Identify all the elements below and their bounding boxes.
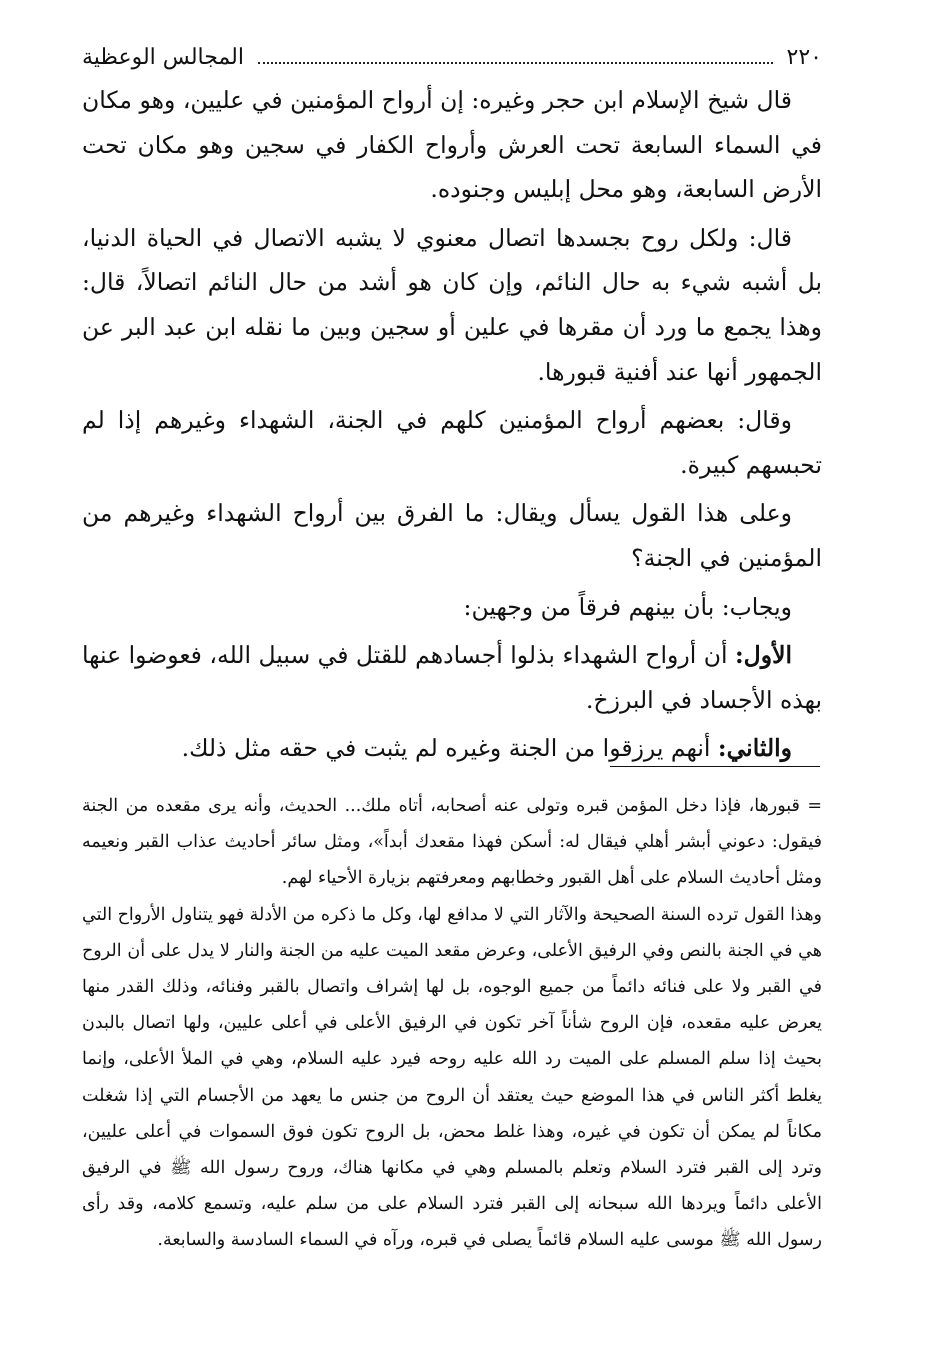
main-text <box>82 78 822 775</box>
paragraph <box>82 633 822 722</box>
paragraph: وعلى هذا القول يسأل ويقال: ما الفرق بين أرواح الشهداء وغيرهم من المؤمنين في الجنة؟ <box>82 499 822 572</box>
footnote-paragraph: = قبورها، فإذا دخل المؤمن قبره وتولى عنه أصحابه، أتاه ملك... الحديث، وأنه يرى مقعده من الجنة فيقول: دعوني أبشر أهلي فيقال له: أسكن فهذا مقعدك أبداً»، ومثل سائر أحاديث عذاب القبر ونعيمه ومثل أحاديث السلام على أهل القبور وخطابهم ومعرفتهم بزيارة الأحياء لهم. <box>82 796 822 889</box>
paragraph-text: أن أرواح الشهداء بذلوا أجسادهم للقتل في سبيل الله، فعوضوا عنها بهذه الأجساد في البرزخ. <box>82 641 822 714</box>
footnote-separator <box>610 766 820 767</box>
paragraph: وقال: بعضهم أرواح المؤمنين كلهم في الجنة، الشهداء وغيرهم إذا لم تحبسهم كبيرة. <box>82 406 822 479</box>
paragraph-text: أنهم يرزقوا من الجنة وغيره لم يثبت في حقه مثل ذلك. <box>181 734 718 763</box>
paragraph <box>82 726 822 771</box>
running-title: المجالس الوعظية <box>82 44 244 70</box>
paragraph-label: الأول: <box>734 641 792 670</box>
footnote-paragraph: وهذا القول ترده السنة الصحيحة والآثار التي لا مدافع لها، وكل ما ذكره من الأدلة فهو يتناول الأرواح التي هي في الجنة بالنص وفي الرفيق الأعلى، وعرض مقعد الميت عليه من الجنة والنار لا يدل على أن الروح في القبر ولا على فنائه دائماً من جميع الوجوه، بل لها إشراف واتصال بالقبر وفنائه، وذلك القدر منها يعرض عليه مقعده، فإن الروح شأناً آخر تكون في الرفيق الأعلى في أعلى عليين، ولها اتصال بالبدن بحيث إذا سلم المسلم على الميت رد الله عليه روحه فيرد عليه السلام، وهي في الملأ الأعلى، وإنما يغلط أكثر الناس في هذا الموضع حيث يعتقد أن الروح من جنس ما يعهد من الأجسام التي إذا شغلت مكاناً لم يمكن أن تكون في غيره، وهذا غلط محض، بل الروح تكون فوق السموات في أعلى عليين، وترد إلى القبر فترد السلام وتعلم بالمسلم وهي في مكانها هناك، وروح رسول الله ﷺ في الرفيق الأعلى دائماً ويردها الله سبحانه إلى القبر فترد السلام على من سلم عليه، وتسمع كلامه، وقد رأى رسول الله ﷺ موسى عليه السلام قائماً يصلى في قبره، ورآه في السماء السادسة والسابعة. <box>82 904 822 1251</box>
paragraph: ويجاب: بأن بينهم فرقاً من وجهين: <box>463 592 792 621</box>
footnotes <box>82 788 822 1259</box>
paragraph: قال شيخ الإسلام ابن حجر وغيره: إن أرواح المؤمنين في عليين، وهو مكان في السماء السابعة تحت العرش وأرواح الكفار في سجين وهو مكان تحت الأرض السابعة، وهو محل إبليس وجنوده. <box>82 86 822 204</box>
paragraph-label: والثاني: <box>717 734 792 763</box>
dotted-leader <box>258 62 773 64</box>
page-header <box>82 40 822 74</box>
page-number: ٢٢٠ <box>786 44 822 70</box>
paragraph: قال: ولكل روح بجسدها اتصال معنوي لا يشبه الاتصال في الحياة الدنيا، بل أشبه شيء به حال النائم، وإن كان هو أشد من حال النائم اتصالاً، قال: وهذا يجمع ما ورد أن مقرها في علين أو سجين وبين ما نقله ابن عبد البر عن الجمهور أنها عند أفنية قبورها. <box>82 223 822 386</box>
